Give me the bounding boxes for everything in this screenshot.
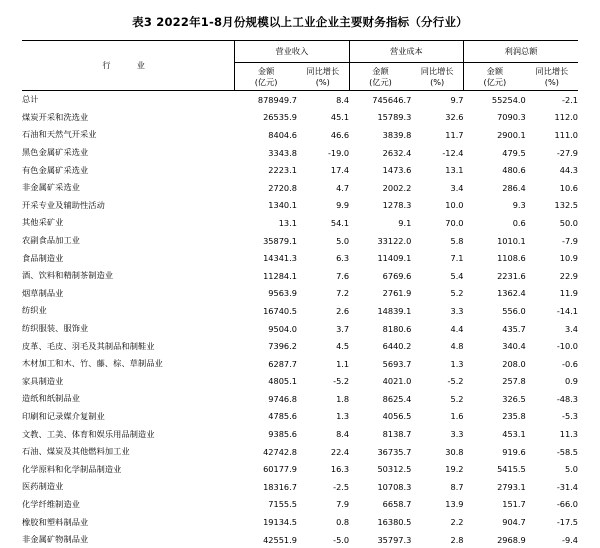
table-row [22,249,578,267]
row-profit-yoy: 112.0 [526,109,578,127]
row-revenue-yoy: 4.5 [297,337,349,355]
row-cost-yoy: 30.8 [411,443,463,461]
row-profit-yoy: 3.4 [526,320,578,338]
header-cost-yoy-label: 同比增长 [411,66,463,76]
header-revenue-yoy-unit: (%) [297,77,349,87]
row-profit-amount: 556.0 [464,302,526,320]
row-cost-yoy: 3.3 [411,302,463,320]
row-revenue-yoy: 3.7 [297,320,349,338]
row-profit-amount: 286.4 [464,179,526,197]
page-title: 表3 2022年1-8月份规模以上工业企业主要财务指标（分行业） [0,0,600,40]
row-revenue-amount: 19134.5 [235,513,297,531]
table-row [22,285,578,303]
row-cost-amount: 15789.3 [349,109,411,127]
row-cost-amount: 11409.1 [349,249,411,267]
header-row-groups [22,41,578,63]
row-profit-amount: 235.8 [464,408,526,426]
row-cost-yoy: 19.2 [411,460,463,478]
row-revenue-yoy: 5.0 [297,232,349,250]
row-revenue-amount: 14341.3 [235,249,297,267]
row-profit-yoy: 22.9 [526,267,578,285]
row-cost-yoy: 1.6 [411,408,463,426]
row-profit-yoy: 10.9 [526,249,578,267]
row-revenue-amount: 878949.7 [235,91,297,109]
row-revenue-amount: 42551.9 [235,531,297,548]
row-cost-yoy: 2.8 [411,531,463,548]
header-cost-amount-unit: (亿元) [350,77,412,87]
row-revenue-yoy: 7.9 [297,496,349,514]
row-profit-amount: 904.7 [464,513,526,531]
row-profit-yoy: 11.3 [526,425,578,443]
header-profit-yoy-unit: (%) [526,77,578,87]
row-revenue-yoy: 17.4 [297,161,349,179]
row-profit-amount: 9.3 [464,197,526,215]
row-revenue-amount: 7155.5 [235,496,297,514]
row-cost-yoy: 13.1 [411,161,463,179]
row-industry-name: 木材加工和木、竹、藤、棕、草制品业 [22,355,235,373]
row-cost-yoy: 7.1 [411,249,463,267]
row-profit-amount: 479.5 [464,144,526,162]
row-cost-amount: 10708.3 [349,478,411,496]
header-industry: 行 业 [22,41,235,91]
row-industry-name: 食品制造业 [22,249,235,267]
table-row [22,302,578,320]
row-revenue-yoy: 1.1 [297,355,349,373]
header-revenue-amount-unit: (亿元) [235,77,297,87]
row-profit-yoy: 132.5 [526,197,578,215]
row-industry-name: 纺织业 [22,302,235,320]
row-profit-yoy: 44.3 [526,161,578,179]
row-revenue-yoy: -5.0 [297,531,349,548]
header-profit-yoy [526,63,578,91]
row-profit-yoy: 5.0 [526,460,578,478]
row-revenue-amount: 6287.7 [235,355,297,373]
row-industry-name: 烟草制品业 [22,285,235,303]
row-industry-name: 文教、工美、体育和娱乐用品制造业 [22,425,235,443]
row-cost-amount: 2761.9 [349,285,411,303]
table-row [22,496,578,514]
row-industry-name: 纺织服装、服饰业 [22,320,235,338]
table-row [22,214,578,232]
header-profit-amount-unit: (亿元) [464,77,526,87]
row-profit-yoy: -7.9 [526,232,578,250]
row-profit-yoy: -2.1 [526,91,578,109]
row-cost-amount: 6440.2 [349,337,411,355]
row-cost-yoy: 32.6 [411,109,463,127]
row-revenue-amount: 9746.8 [235,390,297,408]
row-industry-name: 煤炭开采和洗选业 [22,109,235,127]
row-cost-amount: 1278.3 [349,197,411,215]
row-profit-yoy: -48.3 [526,390,578,408]
table-row [22,443,578,461]
table-header [22,41,578,91]
row-revenue-amount: 18316.7 [235,478,297,496]
row-cost-amount: 2002.2 [349,179,411,197]
row-cost-yoy: 3.3 [411,425,463,443]
header-profit-amount [464,63,526,91]
row-revenue-yoy: 22.4 [297,443,349,461]
row-profit-yoy: 50.0 [526,214,578,232]
row-cost-amount: 1473.6 [349,161,411,179]
row-profit-yoy: -9.4 [526,531,578,548]
table-row [22,531,578,548]
row-industry-name: 医药制造业 [22,478,235,496]
row-cost-amount: 8138.7 [349,425,411,443]
row-industry-name: 石油和天然气开采业 [22,126,235,144]
table-body [22,91,578,548]
row-profit-yoy: 0.9 [526,373,578,391]
header-profit-yoy-label: 同比增长 [526,66,578,76]
row-cost-yoy: 5.2 [411,390,463,408]
row-cost-yoy: 5.2 [411,285,463,303]
row-industry-name: 酒、饮料和精制茶制造业 [22,267,235,285]
row-revenue-yoy: 7.2 [297,285,349,303]
header-group-profit: 利润总额 [464,41,578,63]
row-profit-amount: 2968.9 [464,531,526,548]
row-revenue-amount: 4805.1 [235,373,297,391]
table-row [22,320,578,338]
row-industry-name: 其他采矿业 [22,214,235,232]
row-revenue-yoy: 4.7 [297,179,349,197]
table-row [22,91,578,109]
row-revenue-yoy: 7.6 [297,267,349,285]
row-industry-name: 开采专业及辅助性活动 [22,197,235,215]
row-cost-amount: 35797.3 [349,531,411,548]
row-profit-amount: 2900.1 [464,126,526,144]
row-revenue-yoy: -19.0 [297,144,349,162]
row-profit-amount: 2231.6 [464,267,526,285]
row-revenue-yoy: 2.6 [297,302,349,320]
row-revenue-yoy: -5.2 [297,373,349,391]
row-cost-amount: 6658.7 [349,496,411,514]
table-row [22,197,578,215]
row-cost-yoy: 8.7 [411,478,463,496]
row-profit-yoy: -31.4 [526,478,578,496]
row-cost-yoy: 2.2 [411,513,463,531]
row-profit-amount: 151.7 [464,496,526,514]
row-revenue-amount: 3343.8 [235,144,297,162]
row-profit-amount: 340.4 [464,337,526,355]
row-cost-amount: 745646.7 [349,91,411,109]
row-profit-yoy: -5.3 [526,408,578,426]
row-revenue-amount: 11284.1 [235,267,297,285]
row-profit-amount: 326.5 [464,390,526,408]
row-industry-name: 家具制造业 [22,373,235,391]
row-cost-amount: 8625.4 [349,390,411,408]
row-cost-yoy: 10.0 [411,197,463,215]
row-industry-name: 造纸和纸制品业 [22,390,235,408]
row-cost-amount: 4021.0 [349,373,411,391]
row-revenue-yoy: 8.4 [297,425,349,443]
row-profit-amount: 1010.1 [464,232,526,250]
row-cost-yoy: 13.9 [411,496,463,514]
row-cost-yoy: 9.7 [411,91,463,109]
row-industry-name: 橡胶和塑料制品业 [22,513,235,531]
table-row [22,460,578,478]
row-profit-amount: 480.6 [464,161,526,179]
table-row [22,425,578,443]
row-cost-amount: 50312.5 [349,460,411,478]
row-profit-amount: 55254.0 [464,91,526,109]
table-row [22,390,578,408]
row-cost-yoy: 70.0 [411,214,463,232]
table-row [22,408,578,426]
row-industry-name: 化学纤维制造业 [22,496,235,514]
row-profit-yoy: -66.0 [526,496,578,514]
row-revenue-amount: 1340.1 [235,197,297,215]
header-cost-yoy-unit: (%) [411,77,463,87]
row-revenue-yoy: -2.5 [297,478,349,496]
row-revenue-amount: 13.1 [235,214,297,232]
row-revenue-amount: 42742.8 [235,443,297,461]
row-revenue-amount: 4785.6 [235,408,297,426]
row-revenue-yoy: 1.3 [297,408,349,426]
row-profit-amount: 2793.1 [464,478,526,496]
row-industry-name: 有色金属矿采选业 [22,161,235,179]
row-profit-amount: 1108.6 [464,249,526,267]
row-cost-amount: 3839.8 [349,126,411,144]
row-profit-yoy: -10.0 [526,337,578,355]
row-cost-amount: 6769.6 [349,267,411,285]
row-profit-amount: 453.1 [464,425,526,443]
row-cost-yoy: -5.2 [411,373,463,391]
row-cost-amount: 16380.5 [349,513,411,531]
row-industry-name: 石油、煤炭及其他燃料加工业 [22,443,235,461]
table-row [22,126,578,144]
row-industry-name: 印刷和记录媒介复制业 [22,408,235,426]
row-profit-yoy: 10.6 [526,179,578,197]
row-revenue-yoy: 1.8 [297,390,349,408]
row-industry-name: 非金属矿采选业 [22,179,235,197]
row-revenue-yoy: 45.1 [297,109,349,127]
row-industry-name: 皮革、毛皮、羽毛及其制品和制鞋业 [22,337,235,355]
row-profit-yoy: -14.1 [526,302,578,320]
table-row [22,109,578,127]
row-cost-amount: 2632.4 [349,144,411,162]
header-revenue-amount [235,63,297,91]
row-cost-amount: 33122.0 [349,232,411,250]
row-revenue-amount: 9563.9 [235,285,297,303]
row-revenue-yoy: 46.6 [297,126,349,144]
row-industry-name: 非金属矿物制品业 [22,531,235,548]
header-cost-yoy [411,63,463,91]
row-profit-yoy: -58.5 [526,443,578,461]
row-profit-yoy: -0.6 [526,355,578,373]
row-profit-amount: 208.0 [464,355,526,373]
row-profit-yoy: 111.0 [526,126,578,144]
row-revenue-yoy: 6.3 [297,249,349,267]
row-revenue-yoy: 0.8 [297,513,349,531]
row-revenue-amount: 60177.9 [235,460,297,478]
header-group-revenue: 营业收入 [235,41,349,63]
row-industry-name: 总计 [22,91,235,109]
row-revenue-amount: 35879.1 [235,232,297,250]
row-profit-amount: 435.7 [464,320,526,338]
table-row [22,337,578,355]
row-revenue-yoy: 16.3 [297,460,349,478]
row-profit-amount: 7090.3 [464,109,526,127]
row-profit-amount: 5415.5 [464,460,526,478]
row-profit-amount: 257.8 [464,373,526,391]
row-cost-yoy: 3.4 [411,179,463,197]
row-revenue-amount: 2223.1 [235,161,297,179]
row-revenue-amount: 9385.6 [235,425,297,443]
header-cost-amount-label: 金额 [350,66,412,76]
row-profit-amount: 1362.4 [464,285,526,303]
header-cost-amount [349,63,411,91]
row-revenue-yoy: 54.1 [297,214,349,232]
row-revenue-amount: 16740.5 [235,302,297,320]
row-cost-yoy: 4.4 [411,320,463,338]
row-revenue-amount: 26535.9 [235,109,297,127]
row-cost-amount: 14839.1 [349,302,411,320]
row-revenue-yoy: 9.9 [297,197,349,215]
row-cost-amount: 36735.7 [349,443,411,461]
row-cost-yoy: 5.8 [411,232,463,250]
table-row [22,513,578,531]
row-cost-amount: 9.1 [349,214,411,232]
row-revenue-amount: 7396.2 [235,337,297,355]
row-cost-amount: 4056.5 [349,408,411,426]
table-row [22,232,578,250]
row-revenue-amount: 2720.8 [235,179,297,197]
table-row [22,478,578,496]
table-row [22,355,578,373]
row-cost-yoy: 11.7 [411,126,463,144]
row-revenue-yoy: 8.4 [297,91,349,109]
row-revenue-amount: 8404.6 [235,126,297,144]
table-row [22,161,578,179]
row-profit-amount: 0.6 [464,214,526,232]
row-cost-yoy: 1.3 [411,355,463,373]
row-industry-name: 农副食品加工业 [22,232,235,250]
row-industry-name: 黑色金属矿采选业 [22,144,235,162]
row-profit-yoy: -27.9 [526,144,578,162]
row-industry-name: 化学原料和化学制品制造业 [22,460,235,478]
table-row [22,179,578,197]
row-revenue-amount: 9504.0 [235,320,297,338]
header-group-cost: 营业成本 [349,41,463,63]
header-revenue-yoy [297,63,349,91]
row-cost-amount: 5693.7 [349,355,411,373]
header-profit-amount-label: 金额 [464,66,526,76]
table-row [22,373,578,391]
row-cost-amount: 8180.6 [349,320,411,338]
row-cost-yoy: 4.8 [411,337,463,355]
row-cost-yoy: 5.4 [411,267,463,285]
row-profit-yoy: -17.5 [526,513,578,531]
row-profit-yoy: 11.9 [526,285,578,303]
header-revenue-yoy-label: 同比增长 [297,66,349,76]
header-revenue-amount-label: 金额 [235,66,297,76]
row-cost-yoy: -12.4 [411,144,463,162]
financial-indicators-table [22,40,578,548]
row-profit-amount: 919.6 [464,443,526,461]
table-row [22,267,578,285]
table-row [22,144,578,162]
